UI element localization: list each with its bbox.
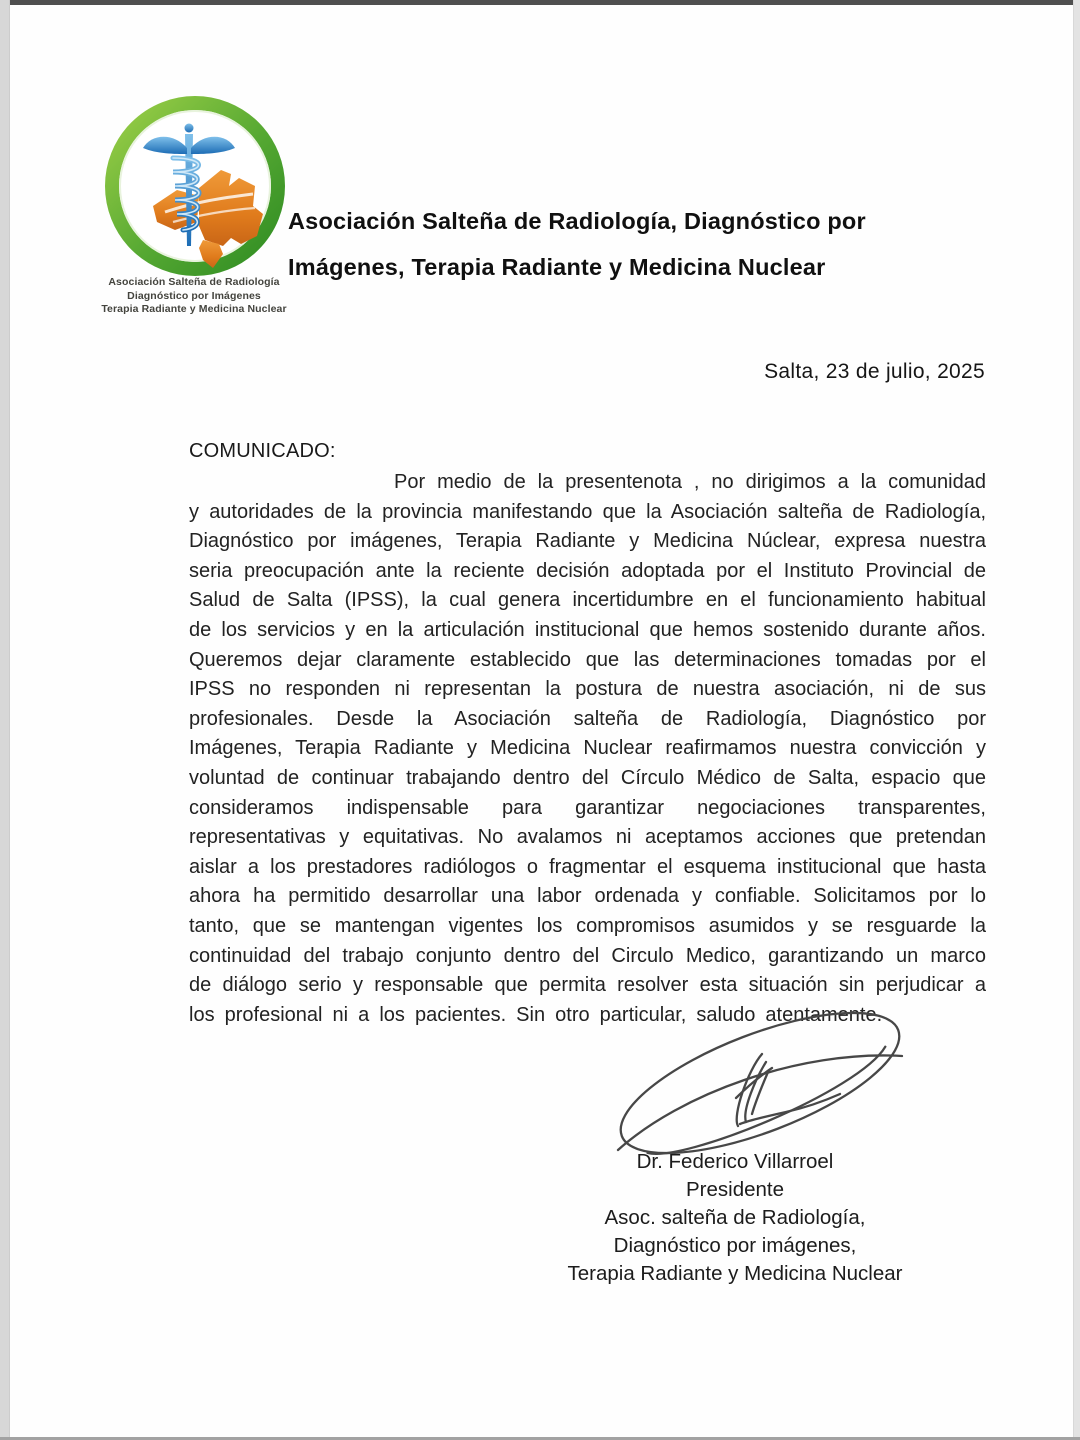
scan-edge-top: [0, 0, 1080, 5]
signer-name: Dr. Federico Villarroel: [636, 1150, 834, 1173]
signer-org-line: Diagnóstico por imágenes,: [613, 1234, 857, 1257]
association-title-line2: Imágenes, Terapia Radiante y Medicina Nuclear: [288, 254, 826, 280]
signer-title: Presidente: [685, 1178, 784, 1201]
scan-edge-right: [1073, 0, 1080, 1440]
comunicado-heading: COMUNICADO:: [189, 440, 336, 462]
logo-caption-line: Asociación Salteña de Radiología: [108, 276, 280, 288]
association-title: [288, 198, 928, 290]
letter-body: Por medio de la presentenota , no dirigimos a la comunidad y autoridades de la provincia manifestando que la Asociación salteña de Radiología, Diagnóstico por imágenes, Terapia Radiante y Medicina Núclear, expresa nuestra seria preocupación ante la reciente decisión adoptada por el Instituto Provincial de Salud de Salta (IPSS), la cual genera incertidumbre en el funcionamiento habitual de los servicios y en la articulación institucional que hemos sostenido durante años. Queremos dejar claramente establecido que las determinaciones tomadas por el IPSS no responden ni representan la postura de nuestra asociación, ni de sus profesionales. Desde la Asociación salteña de Radiología, Diagnóstico por Imágenes, Terapia Radiante y Medicina Nuclear reafirmamos nuestra convicción y voluntad de continuar trabajando dentro del Círculo Médico de Salta, espacio que consideramos indispensable para garantizar negociaciones transparentes, representativas y equitativas. No avalamos ni aceptamos acciones que pretendan aislar a los prestadores radiólogos o fragmentar el esquema institucional que hasta ahora ha permitido desarrollar una labor ordenada y confiable. Solicitamos por lo tanto, que se mantengan vigentes los compromisos asumidos y se resguarde la continuidad del trabajo conjunto dentro del Circulo Medico, garantizando un marco de diálogo serio y responsable que permita resolver esta situación sin perjudicar a los profesional ni a los pacientes. Sin otro particular, saludo atentamente.: [189, 471, 986, 1026]
logo-caption-line: Diagnóstico por Imágenes: [127, 289, 261, 302]
association-logo: [103, 94, 287, 278]
logo-caption-line: Terapia Radiante y Medicina Nuclear: [101, 303, 287, 315]
signature-block: [450, 1148, 1020, 1288]
dateline: Salta, 23 de julio, 2025: [764, 360, 985, 383]
signer-org-line: Asoc. salteña de Radiología,: [604, 1206, 866, 1229]
signer-org-line: Terapia Radiante y Medicina Nuclear: [567, 1262, 903, 1285]
caduceus-map-logo-icon: [103, 94, 287, 278]
association-title-line1: Asociación Salteña de Radiología, Diagnóstico por: [288, 208, 866, 234]
logo-caption: [78, 276, 310, 317]
scan-edge-left: [0, 0, 10, 1440]
signature-icon: [590, 998, 940, 1163]
